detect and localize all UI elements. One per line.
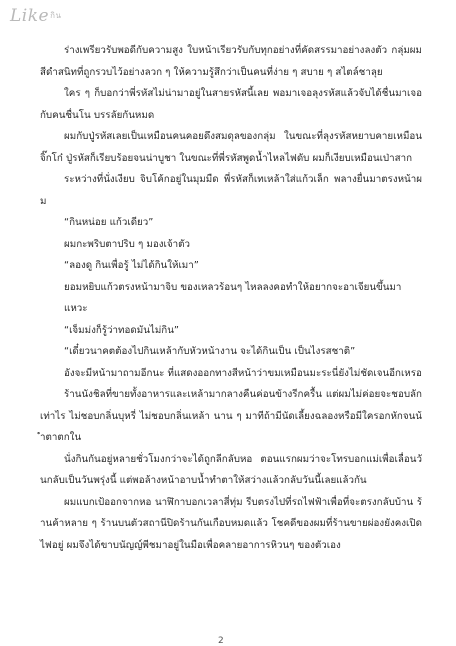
exclamation-line: แหวะ: [64, 303, 88, 314]
paragraph: ผมกับปู่รหัสเลยเป็นเหมือนคนคอยดึงสมดุลของกลุ่ม ในขณะที่ลุงรหัสหยาบคายเหมือนจิ๊กโก๋ ปู่รหัสก็เรียบร้อยจนน่าบูชา ในขณะที่พี่รหัสพูดน้ำไหลไฟดับ ผมก็เงียบเหมือนเป่าสาก: [40, 131, 422, 164]
paragraph: ผมแบกเป้ออกจากหอ นาฬิกาบอกเวลาสี่ทุ่ม รีบตรงไปที่รถไฟฟ้าเพื่อที่จะตรงกลับบ้าน ร้านค้าหลาย ๆ ร้านบนตัวสถานีปิดร้านกันเกือบหมดแล้ว โชคดีของผมที่ร้านขายผ่องยังคงเปิดไฟอยู่ ผมจึงได้ขาบนัญญ์พีชมาอยู่ในมือเพื่อคลายอาการหิวนๆ ของตัวเอง: [40, 496, 422, 551]
paragraph: ร้านนังชิลที่ขายทั้งอาหารและเหล้ามากลางคืนค่อนข้างรีกครื้น แต่ผมไม่ค่อยจะชอบลักเท่าไร ไม่ชอบกลิ่นบุหรี่ ไม่ชอบกลิ่นเหล้า นาน ๆ มาทีถ้ามีนัดเลี้ยงฉลองหรือมีใครอกหักจนน้ำตาตกใน: [40, 389, 422, 443]
page-body: [40, 40, 422, 556]
paragraph: ระหว่างที่นั่งเงียบ จิบโค้กอยู่ในมุมมืด พี่รหัสก็เทเหล้าใส่แก้วเล็ก พลางยื่นมาตรงหน้าผม: [40, 174, 422, 207]
paragraph: อังจะมีหน้ามาถามอีกนะ ที่แสดงออกทางสีหน้าว่าขมเหมือนมะระนี่ยังไม่ชัดเจนอีกเหรอ: [64, 367, 422, 379]
dialogue-line: “เจ็มม่งก็รู้ว่าทอดมันไม่กิน”: [64, 324, 180, 336]
paragraph: ผมกะพริบตาปริบ ๆ มองเจ้าตัว: [64, 238, 190, 250]
paragraph: ยอมหยิบแก้วตรงหน้ามาจิบ ของเหลวร้อนๆ ไหลลงคอทำให้อยากจะอาเจียนขึ้นมา: [64, 281, 402, 293]
dialogue-line: “กินหน่อย แก้วเดียว”: [64, 217, 154, 228]
page-number: 2: [218, 636, 224, 646]
paragraph: นั่งกินกันอยู่หลายชั่วโมงกว่าจะได้ถูกลีกลับหอ ตอนแรกผมว่าจะโทรบอกแม่เพื่อเลื่อนวันกลับเป็นวันพรุ่งนี้ แต่พอล้างหน้าอาบน้ำทำตาให้สว่างแล้วกลับวันนี้เลยแล้วกัน: [40, 453, 422, 486]
paragraph: ร่างเพรียวรับพอดีกับความสูง ใบหน้าเรียวรับกับทุกอย่างที่คัดสรรมาอย่างลงตัว กลุ่มผมสีดำสนิทที่ถูกรวบไว้อย่างลวก ๆ ให้ความรู้สึกว่าเป็นคนที่ง่าย ๆ สบาย ๆ สไตล์ชาลุย: [40, 45, 422, 78]
watermark-brand: Like: [10, 6, 50, 26]
watermark-suffix: กิน: [50, 11, 62, 20]
dialogue-line: “เดี๋ยวนาคตต้องไปกินเหล้ากับหัวหน้างาน จะได้กินเป็น เป็นไงรสชาติ”: [64, 346, 356, 357]
dialogue-line: “ลองดู กินเพื่อรู้ ไม่ได้กินให้เมา”: [64, 260, 199, 271]
paragraph: ใคร ๆ ก็บอกว่าพี่รหัสไม่น่ามาอยู่ในสายรหัสนี้เลย พอมาเจอลุงรหัสแล้วจับได้ชื่นมาเจอกับคนชื่นโน บรรลัยกันหมด: [40, 88, 422, 121]
watermark-logo: [10, 6, 61, 26]
